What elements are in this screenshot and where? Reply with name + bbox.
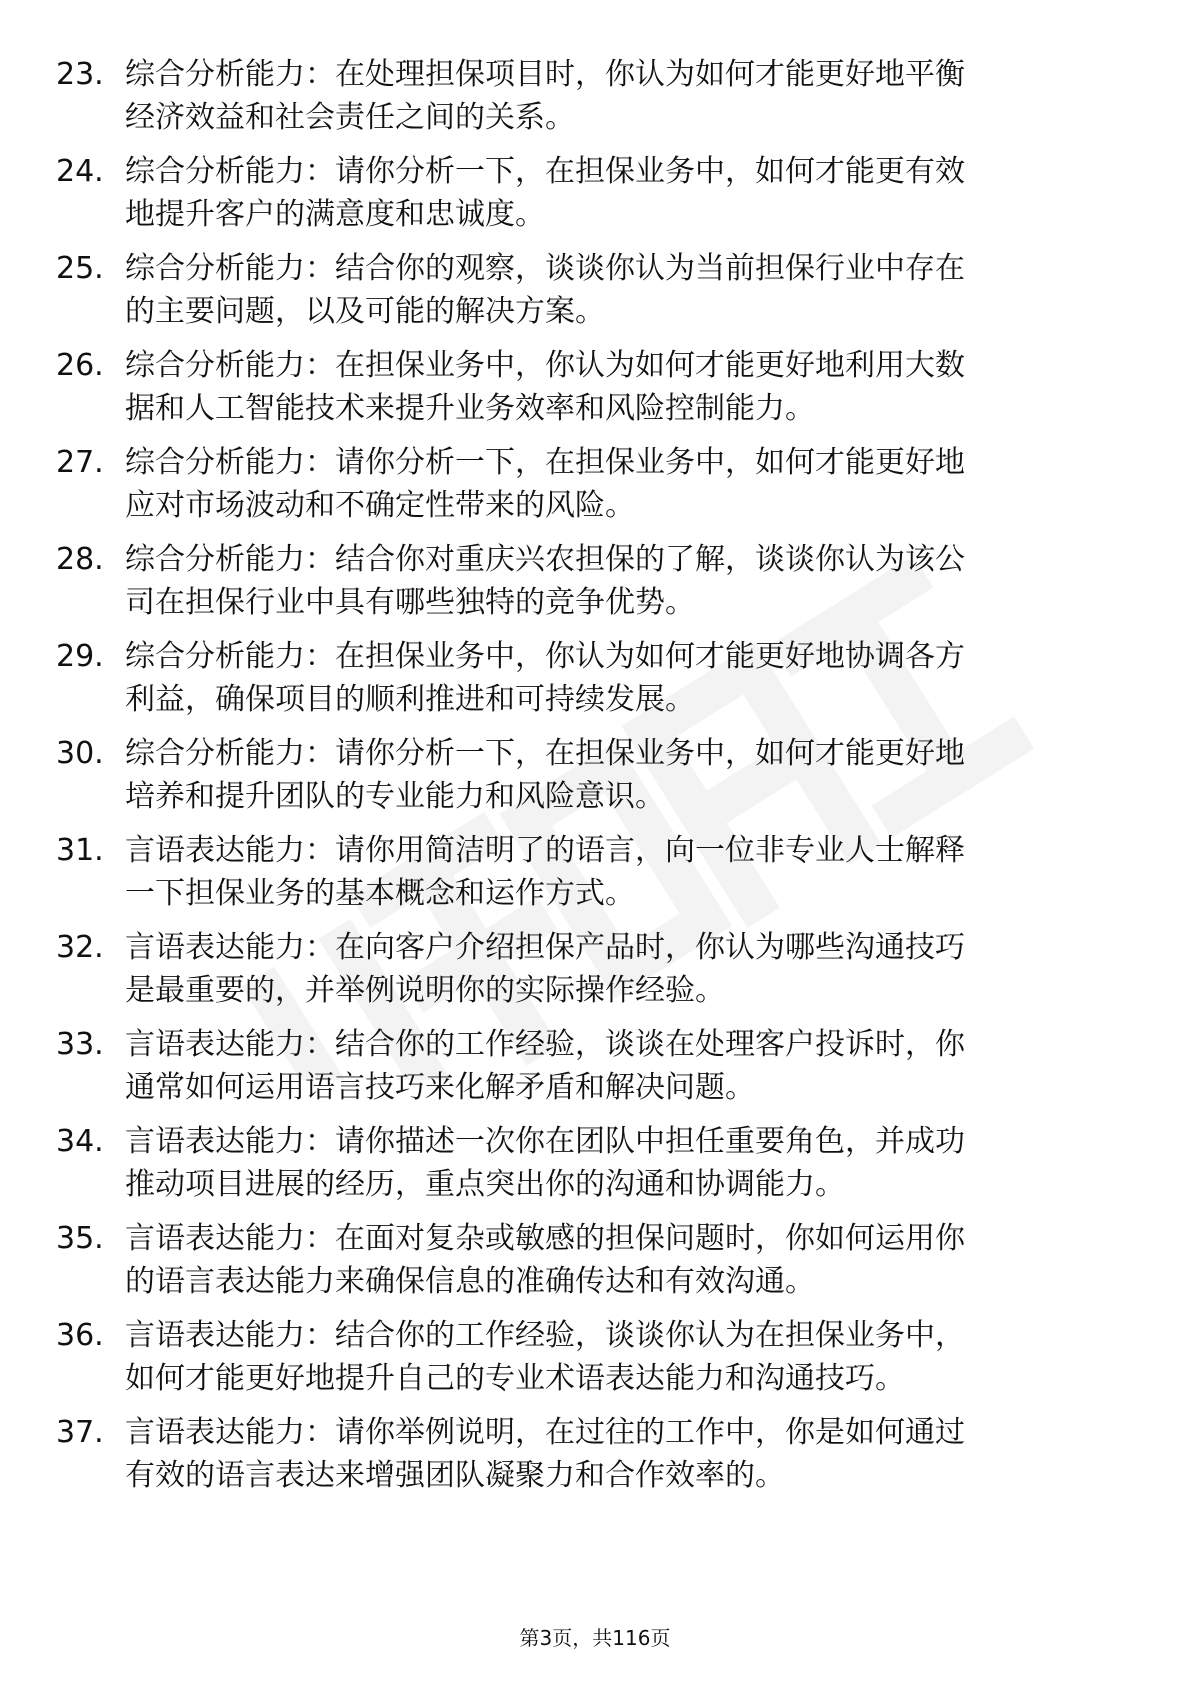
item-text-line-2: 一下担保业务的基本概念和运作方式。	[125, 876, 635, 911]
item-text-line-2: 司在担保行业中具有哪些独特的竞争优势。	[125, 585, 695, 620]
list-item	[0, 343, 1190, 440]
item-text-line-2: 的主要问题，以及可能的解决方案。	[125, 294, 605, 329]
item-text-line-2: 应对市场波动和不确定性带来的风险。	[125, 488, 635, 523]
item-number: 31.	[56, 833, 104, 868]
item-number: 32.	[56, 930, 104, 965]
item-number: 25.	[56, 251, 104, 286]
item-text-line-2: 据和人工智能技术来提升业务效率和风险控制能力。	[125, 391, 815, 426]
item-text-line-1: 综合分析能力：结合你对重庆兴农担保的了解，谈谈你认为该公	[125, 542, 965, 577]
item-text-line-2: 是最重要的，并举例说明你的实际操作经验。	[125, 973, 725, 1008]
list-item	[0, 731, 1190, 828]
item-number: 24.	[56, 154, 104, 189]
item-text-line-2: 利益，确保项目的顺利推进和可持续发展。	[125, 682, 695, 717]
list-item	[0, 1022, 1190, 1119]
item-text-line-1: 综合分析能力：在处理担保项目时，你认为如何才能更好地平衡	[125, 57, 965, 92]
item-text-line-2: 通常如何运用语言技巧来化解矛盾和解决问题。	[125, 1070, 755, 1105]
list-item	[0, 149, 1190, 246]
item-number: 36.	[56, 1318, 104, 1353]
item-text-line-2: 推动项目进展的经历，重点突出你的沟通和协调能力。	[125, 1167, 845, 1202]
item-text-line-1: 言语表达能力：请你用简洁明了的语言，向一位非专业人士解释	[125, 833, 965, 868]
list-item	[0, 1410, 1190, 1507]
list-item	[0, 828, 1190, 925]
item-text-line-1: 言语表达能力：请你举例说明，在过往的工作中，你是如何通过	[125, 1415, 965, 1450]
item-number: 33.	[56, 1027, 104, 1062]
list-item	[0, 1313, 1190, 1410]
item-text-line-1: 综合分析能力：在担保业务中，你认为如何才能更好地利用大数	[125, 348, 965, 383]
item-text-line-1: 综合分析能力：结合你的观察，谈谈你认为当前担保行业中存在	[125, 251, 965, 286]
item-number: 34.	[56, 1124, 104, 1159]
item-text-line-1: 言语表达能力：结合你的工作经验，谈谈你认为在担保业务中，	[125, 1318, 965, 1353]
item-number: 28.	[56, 542, 104, 577]
item-text-line-1: 综合分析能力：请你分析一下，在担保业务中，如何才能更有效	[125, 154, 965, 189]
item-text-line-2: 经济效益和社会责任之间的关系。	[125, 100, 575, 135]
item-number: 26.	[56, 348, 104, 383]
item-number: 37.	[56, 1415, 104, 1450]
item-text-line-1: 综合分析能力：请你分析一下，在担保业务中，如何才能更好地	[125, 445, 965, 480]
list-item	[0, 1216, 1190, 1313]
item-text-line-2: 如何才能更好地提升自己的专业术语表达能力和沟通技巧。	[125, 1361, 905, 1396]
item-text-line-2: 地提升客户的满意度和忠诚度。	[125, 197, 545, 232]
list-item	[0, 246, 1190, 343]
list-item	[0, 1119, 1190, 1216]
item-text-line-1: 综合分析能力：在担保业务中，你认为如何才能更好地协调各方	[125, 639, 965, 674]
list-item	[0, 634, 1190, 731]
item-number: 29.	[56, 639, 104, 674]
item-number: 30.	[56, 736, 104, 771]
item-number: 27.	[56, 445, 104, 480]
item-text-line-2: 的语言表达能力来确保信息的准确传达和有效沟通。	[125, 1264, 815, 1299]
list-item	[0, 925, 1190, 1022]
item-text-line-1: 言语表达能力：结合你的工作经验，谈谈在处理客户投诉时，你	[125, 1027, 965, 1062]
page-number-footer: 第3页，共116页	[519, 1626, 671, 1650]
list-item	[0, 537, 1190, 634]
list-item	[0, 52, 1190, 149]
question-list	[0, 52, 1190, 1507]
item-text-line-1: 综合分析能力：请你分析一下，在担保业务中，如何才能更好地	[125, 736, 965, 771]
item-text-line-1: 言语表达能力：在面对复杂或敏感的担保问题时，你如何运用你	[125, 1221, 965, 1256]
item-number: 35.	[56, 1221, 104, 1256]
list-item	[0, 440, 1190, 537]
item-text-line-1: 言语表达能力：请你描述一次你在团队中担任重要角色，并成功	[125, 1124, 965, 1159]
item-text-line-1: 言语表达能力：在向客户介绍担保产品时，你认为哪些沟通技巧	[125, 930, 965, 965]
item-text-line-2: 培养和提升团队的专业能力和风险意识。	[125, 779, 665, 814]
item-text-line-2: 有效的语言表达来增强团队凝聚力和合作效率的。	[125, 1458, 785, 1493]
item-number: 23.	[56, 57, 104, 92]
